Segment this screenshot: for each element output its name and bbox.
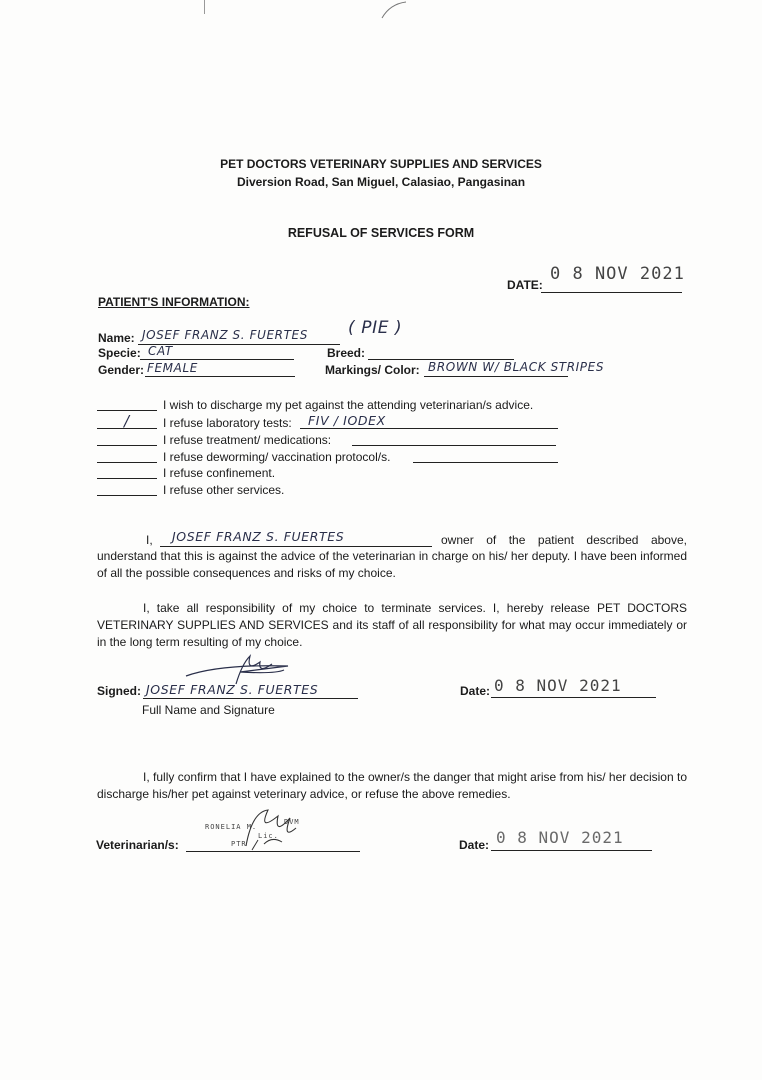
date-label: DATE: bbox=[507, 278, 543, 292]
name-label: Name: bbox=[98, 331, 135, 345]
markings-line bbox=[424, 376, 568, 377]
vet-stamp-suffix: DVM bbox=[284, 818, 300, 826]
species-line bbox=[140, 359, 294, 360]
company-name: PET DOCTORS VETERINARY SUPPLIES AND SERVICES bbox=[220, 157, 542, 171]
scan-artifact-mark bbox=[204, 0, 205, 14]
option-text: I refuse confinement. bbox=[163, 466, 276, 480]
patient-section-title: PATIENT'S INFORMATION: bbox=[98, 295, 250, 309]
option-fill-line[interactable] bbox=[352, 445, 556, 446]
species-label: Specie: bbox=[98, 346, 141, 360]
vet-date-line bbox=[491, 850, 652, 851]
option-text: I refuse deworming/ vaccination protocol/s. bbox=[163, 450, 391, 464]
statement1-line1-suffix: owner of the patient described above, bbox=[441, 533, 687, 547]
option-check-line[interactable] bbox=[97, 495, 157, 496]
name-value: JOSEF FRANZ S. FUERTES bbox=[142, 328, 308, 342]
owner-date-line bbox=[491, 697, 656, 698]
owner-name-line bbox=[160, 546, 432, 547]
form-title: REFUSAL OF SERVICES FORM bbox=[287, 226, 475, 240]
gender-line bbox=[145, 376, 295, 377]
owner-date-label: Date: bbox=[460, 684, 491, 698]
scan-artifact-stroke bbox=[380, 0, 410, 20]
option-check-mark: / bbox=[124, 412, 130, 430]
species-value: CAT bbox=[148, 344, 173, 358]
option-check-line[interactable] bbox=[97, 410, 157, 411]
option-check-line[interactable] bbox=[97, 445, 157, 446]
vet-stamp-lic: Lic. bbox=[258, 832, 279, 840]
name-note: ( PIE ) bbox=[348, 318, 403, 338]
statement1-owner-name: JOSEF FRANZ S. FUERTES bbox=[172, 529, 345, 544]
owner-sign-label: Signed: bbox=[97, 684, 141, 698]
company-address: Diversion Road, San Miguel, Calasiao, Pangasinan bbox=[236, 175, 526, 189]
date-line bbox=[541, 292, 682, 293]
statement1-prefix: I, bbox=[146, 533, 153, 547]
option-text: I refuse other services. bbox=[163, 483, 285, 497]
vet-signature-scrawl bbox=[238, 806, 300, 852]
vet-stamp-ptr: PTR bbox=[231, 840, 247, 848]
option-fill-line[interactable] bbox=[300, 428, 558, 429]
owner-date-value: 0 8 NOV 2021 bbox=[494, 676, 622, 695]
option-fill-value: FIV / IODEX bbox=[308, 413, 386, 428]
statement1-text: understand that this is against the advice of the veterinarian in charge on his/ her deputy. I have been informed of all the possible consequences and risks of my choice. bbox=[97, 549, 687, 580]
breed-label: Breed: bbox=[327, 346, 366, 360]
option-check-line[interactable] bbox=[97, 478, 157, 479]
vet-stamp-name: RONELIA M. bbox=[205, 823, 258, 831]
owner-sign-line bbox=[143, 698, 358, 699]
option-text: I wish to discharge my pet against the attending veterinarian/s advice. bbox=[163, 398, 534, 412]
option-check-line[interactable] bbox=[97, 462, 157, 463]
vet-date-value: 0 8 NOV 2021 bbox=[496, 828, 624, 847]
markings-value: BROWN W/ BLACK STRIPES bbox=[428, 360, 605, 374]
vet-date-label: Date: bbox=[459, 838, 490, 852]
date-value: 0 8 NOV 2021 bbox=[550, 264, 685, 284]
option-fill-line[interactable] bbox=[413, 462, 558, 463]
vet-sign-label: Veterinarian/s: bbox=[96, 838, 179, 852]
gender-label: Gender: bbox=[98, 363, 145, 377]
statement3-text: I, fully confirm that I have explained to the owner/s the danger that might arise from his/ her decision to discharge his/her pet against veterinary advice, or refuse the above remedies. bbox=[97, 770, 687, 801]
option-text: I refuse laboratory tests: bbox=[163, 416, 292, 430]
gender-value: FEMALE bbox=[147, 361, 198, 375]
option-text: I refuse treatment/ medications: bbox=[163, 433, 332, 447]
markings-label: Markings/ Color: bbox=[325, 363, 420, 377]
statement2-text: I, take all responsibility of my choice to terminate services. I, hereby release PET DOCTORS VETERINARY SUPPLIES AND SERVICES and its staff of all responsibility for what may occur immediately or in the long term resulting of my choice. bbox=[97, 601, 687, 649]
owner-sign-caption: Full Name and Signature bbox=[142, 703, 275, 717]
owner-sign-value: JOSEF FRANZ S. FUERTES bbox=[146, 682, 319, 697]
